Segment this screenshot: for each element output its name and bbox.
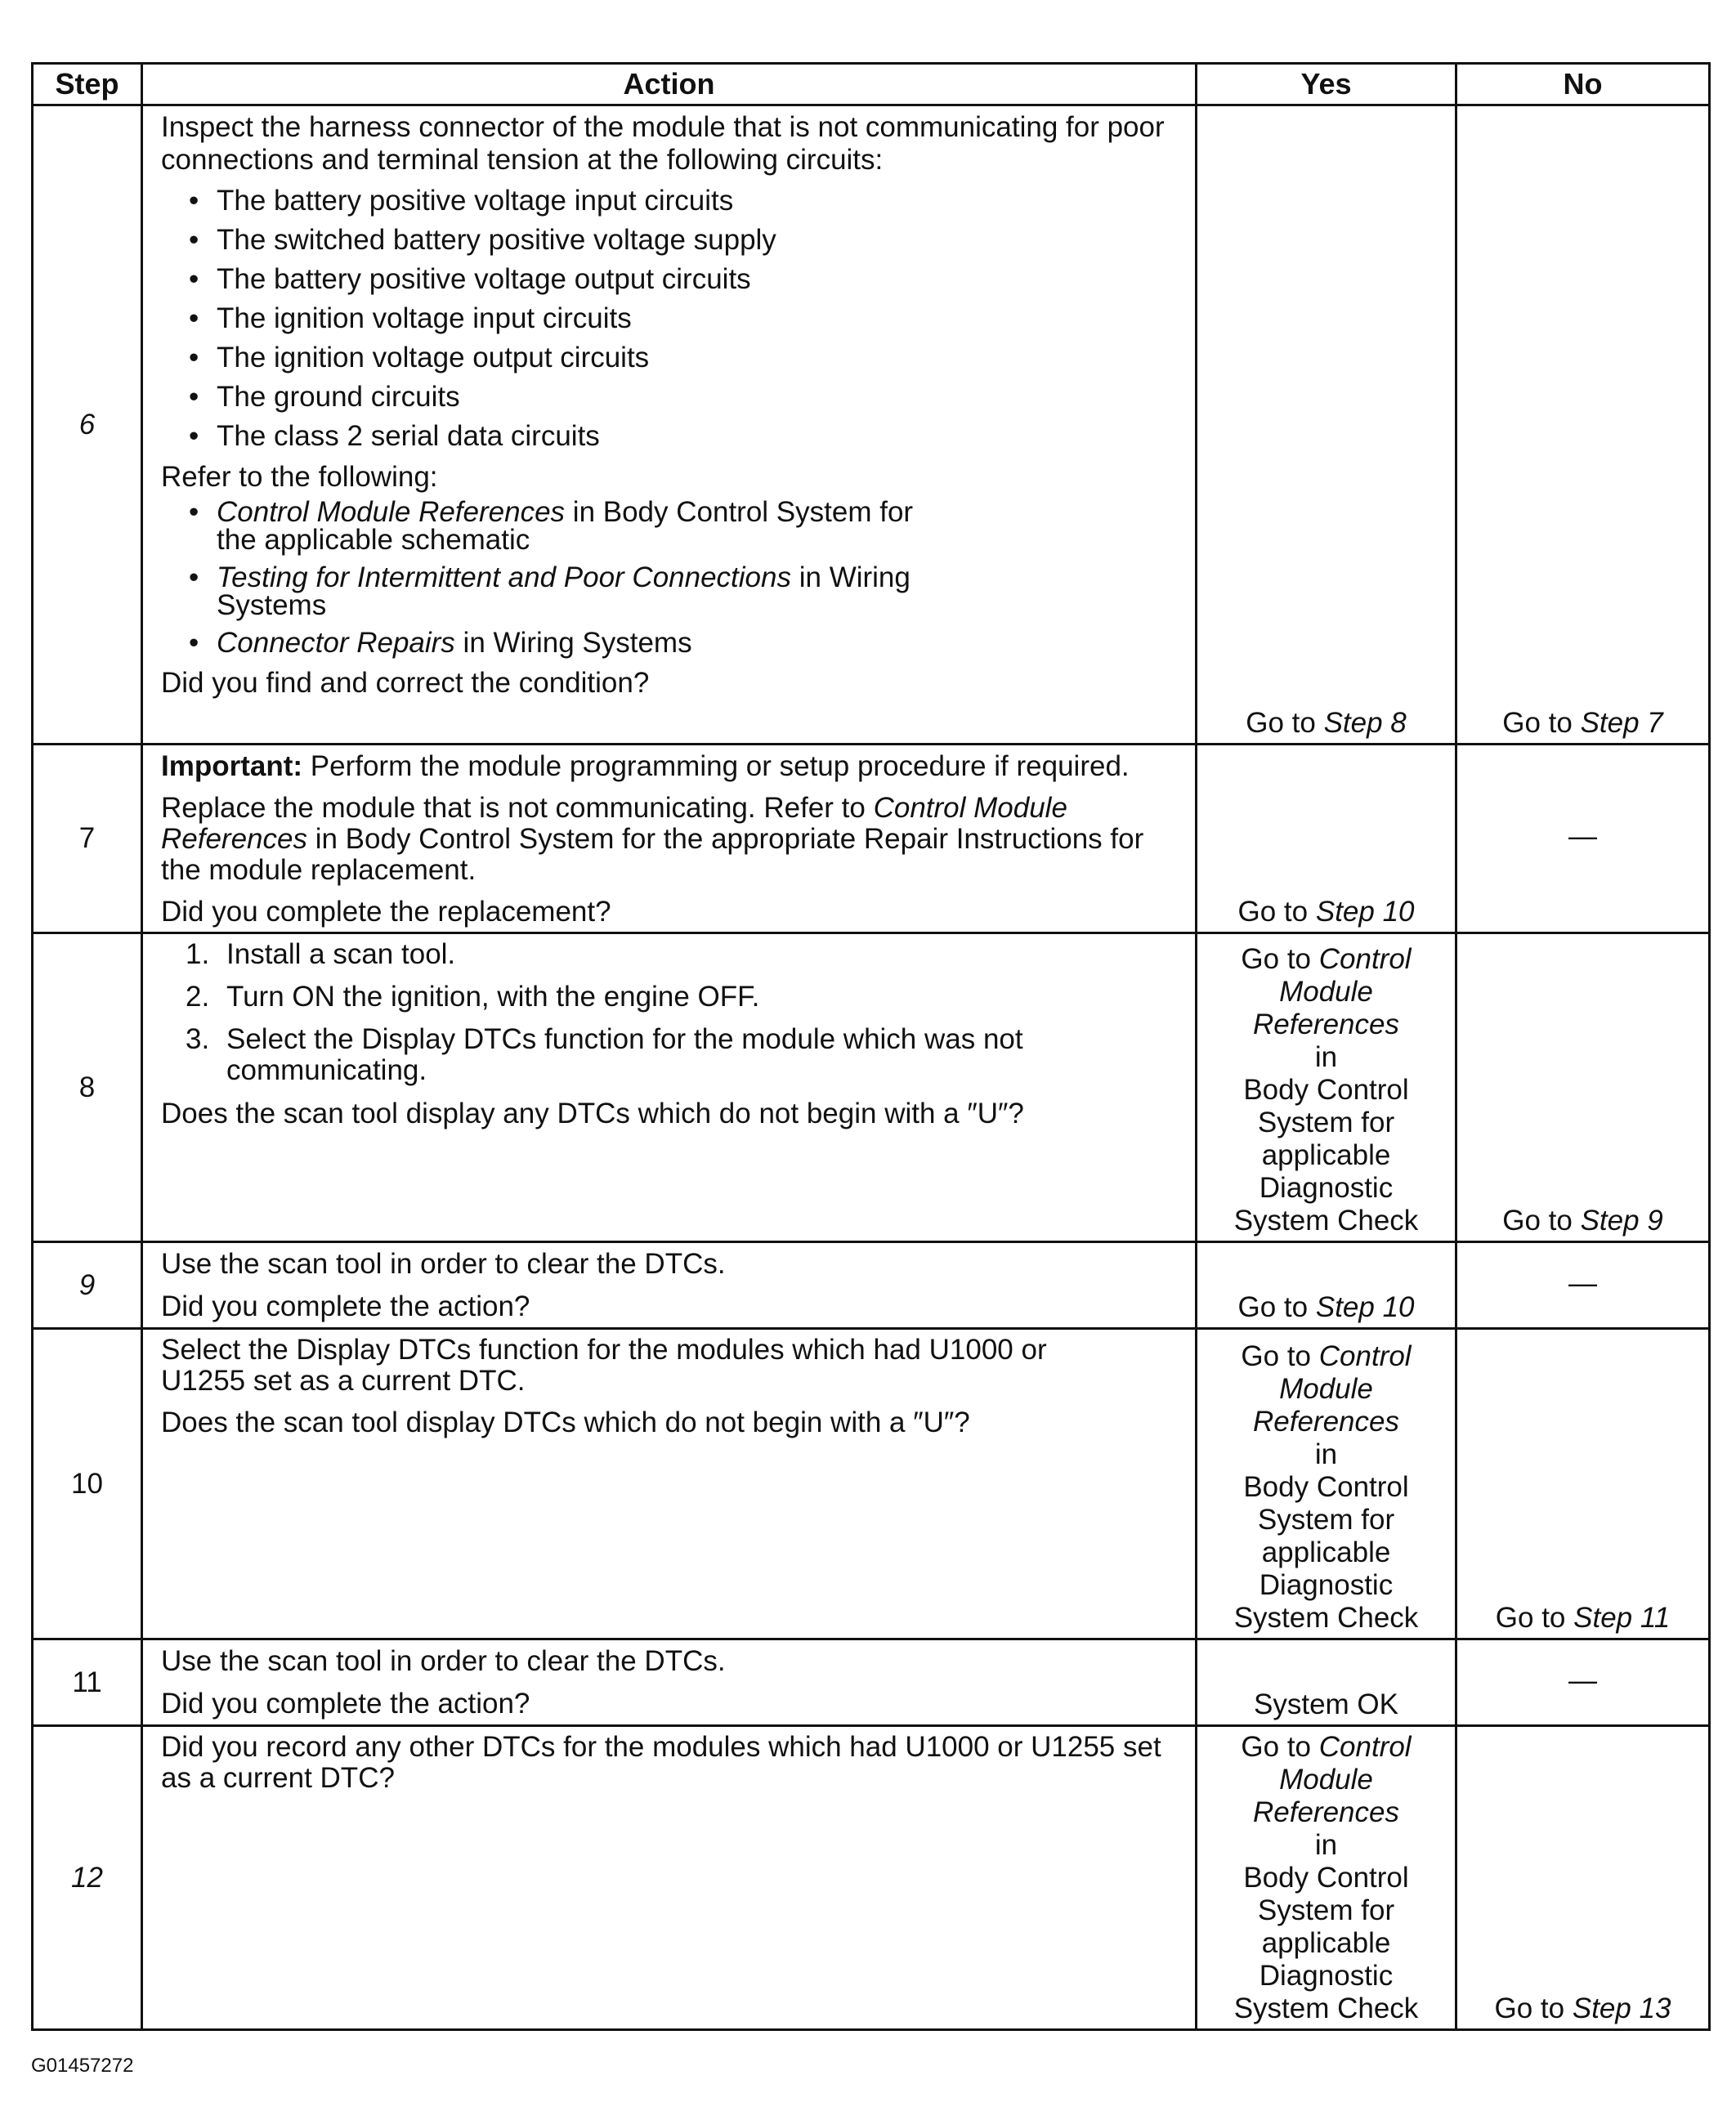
reference-list bbox=[161, 496, 957, 659]
action-cell bbox=[142, 1329, 1197, 1639]
action-question: Did you complete the action? bbox=[161, 1688, 530, 1720]
header-no: No bbox=[1456, 64, 1710, 105]
important-note: Important: Perform the module programming or setup procedure if required. bbox=[161, 750, 1130, 782]
list-item: • The ignition voltage input circuits bbox=[189, 304, 1185, 333]
action-question: Did you complete the action? bbox=[161, 1290, 530, 1322]
document-id: G01457272 bbox=[31, 2055, 134, 2077]
step-number: 12 bbox=[33, 1726, 142, 2030]
action-text: Use the scan tool in order to clear the DTCs. bbox=[161, 1645, 726, 1677]
reference-title: Testing for Intermittent and Poor Connections bbox=[217, 561, 791, 593]
table-header-row bbox=[33, 64, 1710, 105]
table-row bbox=[33, 1726, 1710, 2030]
step-number: 7 bbox=[33, 745, 142, 933]
circuit-list bbox=[161, 186, 1185, 451]
table-row bbox=[33, 105, 1710, 745]
no-cell: — bbox=[1456, 1639, 1710, 1726]
action-text: Use the scan tool in order to clear the DTCs. bbox=[161, 1248, 726, 1280]
reference-title: Control Module References bbox=[217, 496, 566, 528]
table-row bbox=[33, 933, 1710, 1242]
yes-cell: Go to Control Module References in Body Control System for applicable Diagnostic System Check bbox=[1197, 1329, 1456, 1639]
action-question: Does the scan tool display DTCs which do not begin with a ″U″? bbox=[161, 1407, 970, 1438]
table-row bbox=[33, 745, 1710, 933]
step-number: 6 bbox=[33, 105, 142, 745]
list-item: • The ignition voltage output circuits bbox=[189, 343, 1185, 373]
diagnostic-procedure-table bbox=[31, 62, 1711, 2031]
header-action: Action bbox=[142, 64, 1197, 105]
action-text: Select the Display DTCs function for the modules which had U1000 or U1255 set as a current DTC. bbox=[161, 1334, 1047, 1397]
step-number: 8 bbox=[33, 933, 142, 1242]
yes-cell: Go to Step 10 bbox=[1197, 1242, 1456, 1329]
list-item: • Connector Repairs in Wiring Systems bbox=[189, 629, 957, 657]
table-row bbox=[33, 1639, 1710, 1726]
list-item: • Control Module References in Body Control System for the applicable schematic bbox=[189, 499, 957, 554]
list-item: • Testing for Intermittent and Poor Connections in Wiring Systems bbox=[189, 564, 957, 619]
table-row bbox=[33, 1242, 1710, 1329]
step-link: Step 10 bbox=[1315, 1291, 1415, 1323]
action-cell bbox=[142, 1726, 1197, 2030]
replace-instruction: Replace the module that is not communicating. Refer to Control Module References in Body Control System for the appropriate Repair Instructions for the module replacement. bbox=[161, 792, 1144, 886]
list-item: 1. Install a scan tool. bbox=[186, 938, 456, 970]
step-link: Step 11 bbox=[1573, 1602, 1671, 1634]
action-question: Does the scan tool display any DTCs which do not begin with a ″U″? bbox=[161, 1098, 1024, 1129]
numbered-steps bbox=[161, 939, 1185, 1086]
action-intro: Inspect the harness connector of the module that is not communicating for poor connections and terminal tension at the following circuits: bbox=[161, 111, 1165, 176]
no-cell: Go to Step 9 bbox=[1456, 933, 1710, 1242]
yes-cell: Go to Control Module References in Body Control System for applicable Diagnostic System Check bbox=[1197, 933, 1456, 1242]
yes-cell: Go to Step 8 bbox=[1197, 105, 1456, 745]
step-number: 11 bbox=[33, 1639, 142, 1726]
list-item: • The battery positive voltage input circuits bbox=[189, 186, 1185, 216]
list-item: • The switched battery positive voltage supply bbox=[189, 226, 1185, 255]
list-item: 2. Turn ON the ignition, with the engine OFF. bbox=[186, 981, 760, 1013]
action-question: Did you find and correct the condition? bbox=[161, 667, 650, 699]
reference-title: Control Module References bbox=[161, 792, 1067, 855]
list-item: 3. Select the Display DTCs function for the module which was not communicating. bbox=[186, 1023, 1023, 1086]
table-row bbox=[33, 1329, 1710, 1639]
header-step: Step bbox=[33, 64, 142, 105]
action-question: Did you record any other DTCs for the modules which had U1000 or U1255 set as a current DTC? bbox=[161, 1731, 1161, 1794]
list-item: • The battery positive voltage output circuits bbox=[189, 265, 1185, 294]
yes-cell: System OK bbox=[1197, 1639, 1456, 1726]
no-cell: Go to Step 11 bbox=[1456, 1329, 1710, 1639]
action-cell bbox=[142, 1639, 1197, 1726]
step-link: Step 10 bbox=[1315, 896, 1415, 928]
no-cell: Go to Step 13 bbox=[1456, 1726, 1710, 2030]
step-link: Step 9 bbox=[1580, 1205, 1663, 1237]
reference-title: Connector Repairs bbox=[217, 627, 455, 659]
action-cell bbox=[142, 933, 1197, 1242]
action-cell bbox=[142, 1242, 1197, 1329]
action-cell bbox=[142, 105, 1197, 745]
action-question: Did you complete the replacement? bbox=[161, 896, 611, 928]
no-cell: — bbox=[1456, 745, 1710, 933]
list-item: • The class 2 serial data circuits bbox=[189, 422, 1185, 451]
list-item: • The ground circuits bbox=[189, 382, 1185, 412]
no-cell: — bbox=[1456, 1242, 1710, 1329]
step-link: Step 13 bbox=[1572, 1993, 1671, 2024]
step-number: 10 bbox=[33, 1329, 142, 1639]
action-cell bbox=[142, 745, 1197, 933]
header-yes: Yes bbox=[1197, 64, 1456, 105]
step-number: 9 bbox=[33, 1242, 142, 1329]
refer-label: Refer to the following: bbox=[161, 461, 438, 493]
yes-cell: Go to Step 10 bbox=[1197, 745, 1456, 933]
no-cell: Go to Step 7 bbox=[1456, 105, 1710, 745]
yes-cell: Go to Control Module References in Body Control System for applicable Diagnostic System Check bbox=[1197, 1726, 1456, 2030]
step-link: Step 7 bbox=[1580, 707, 1663, 739]
step-link: Step 8 bbox=[1323, 707, 1407, 739]
